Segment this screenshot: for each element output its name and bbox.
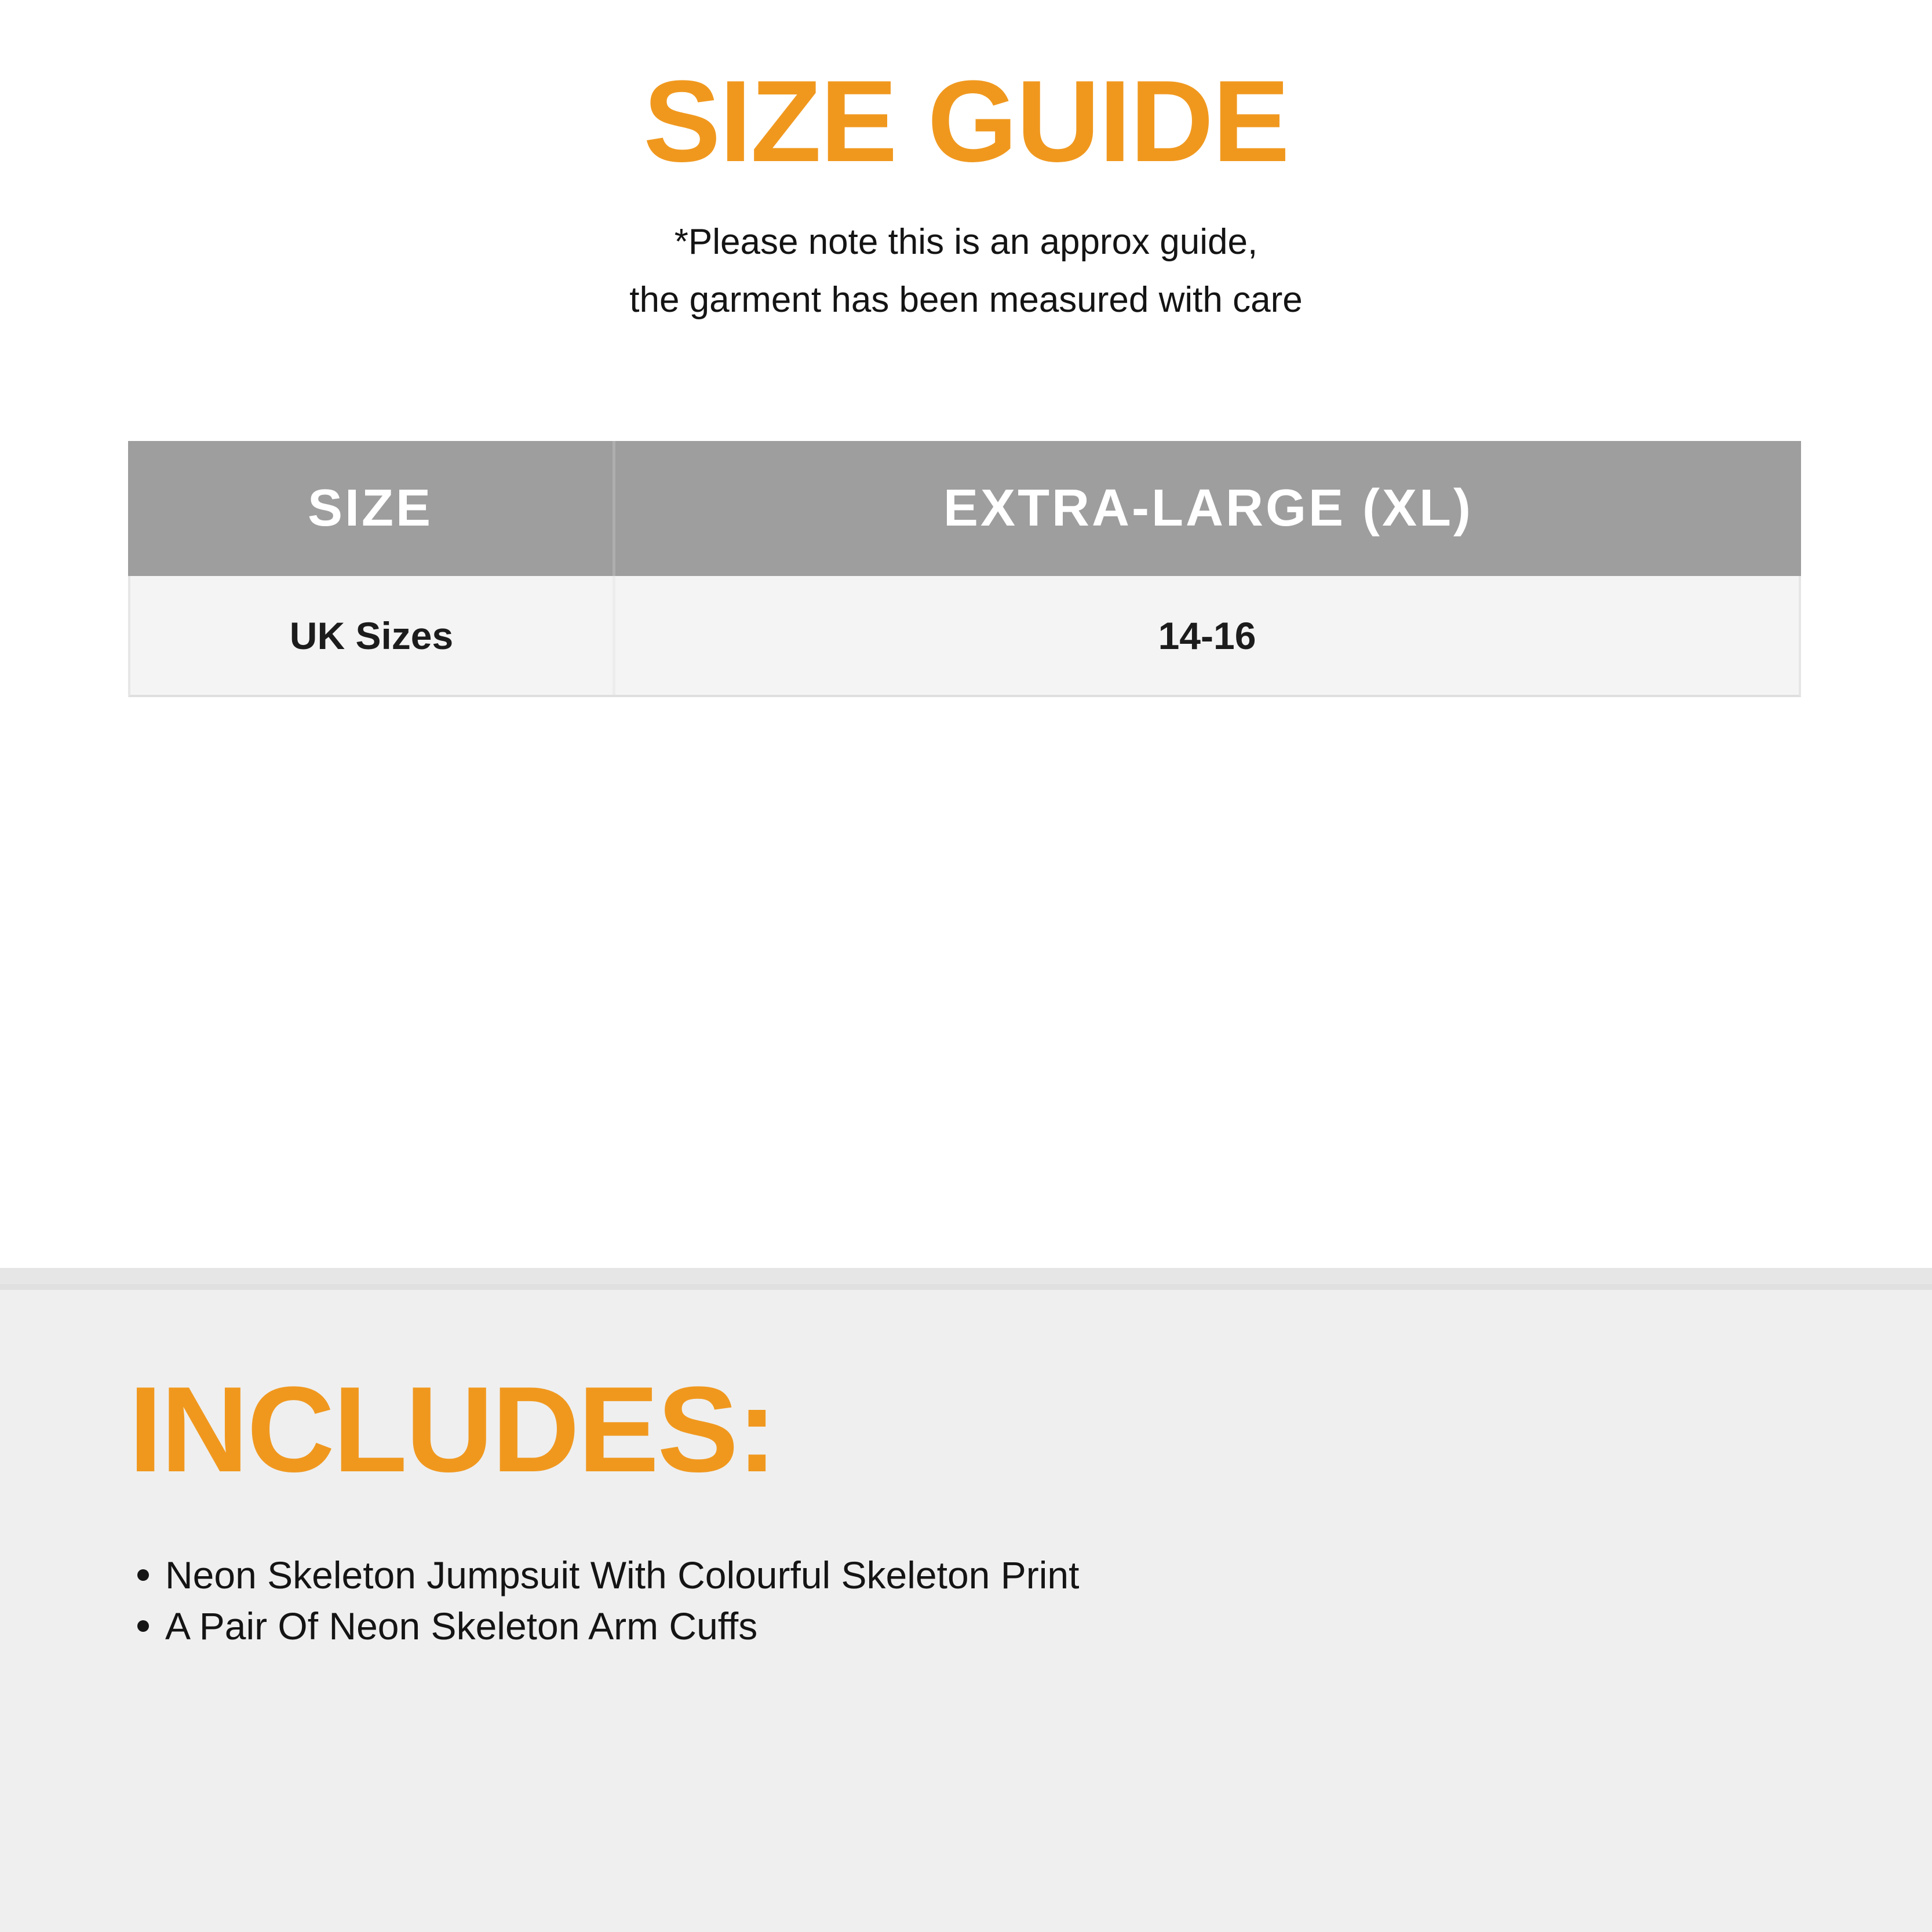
note-line-2: the garment has been measured with care [629, 280, 1303, 320]
bullet-icon [137, 1569, 149, 1581]
approx-guide-note [0, 213, 1932, 329]
list-item: A Pair Of Neon Skeleton Arm Cuffs [137, 1601, 1079, 1652]
list-item: Neon Skeleton Jumpsuit With Colourful Skeleton Print [137, 1550, 1079, 1601]
note-line-1: *Please note this is an approx guide, [674, 222, 1258, 262]
size-table-header-row [128, 441, 1801, 576]
includes-list [137, 1550, 1079, 1652]
bullet-icon [137, 1620, 149, 1632]
table-row [128, 576, 1801, 697]
size-table-header-extra-large: EXTRA-LARGE (XL) [943, 479, 1473, 537]
page-title: SIZE GUIDE [643, 57, 1289, 186]
includes-section [0, 1268, 1932, 1932]
includes-heading: INCLUDES: [129, 1361, 776, 1497]
uk-sizes-label-cell: UK Sizes [130, 576, 615, 695]
section-divider-strip-bottom [0, 1284, 1932, 1290]
size-table-header-size: SIZE [128, 441, 615, 576]
section-divider-strip-top [0, 1268, 1932, 1284]
uk-sizes-value-cell: 14-16 [1158, 614, 1256, 657]
size-table [128, 441, 1801, 697]
